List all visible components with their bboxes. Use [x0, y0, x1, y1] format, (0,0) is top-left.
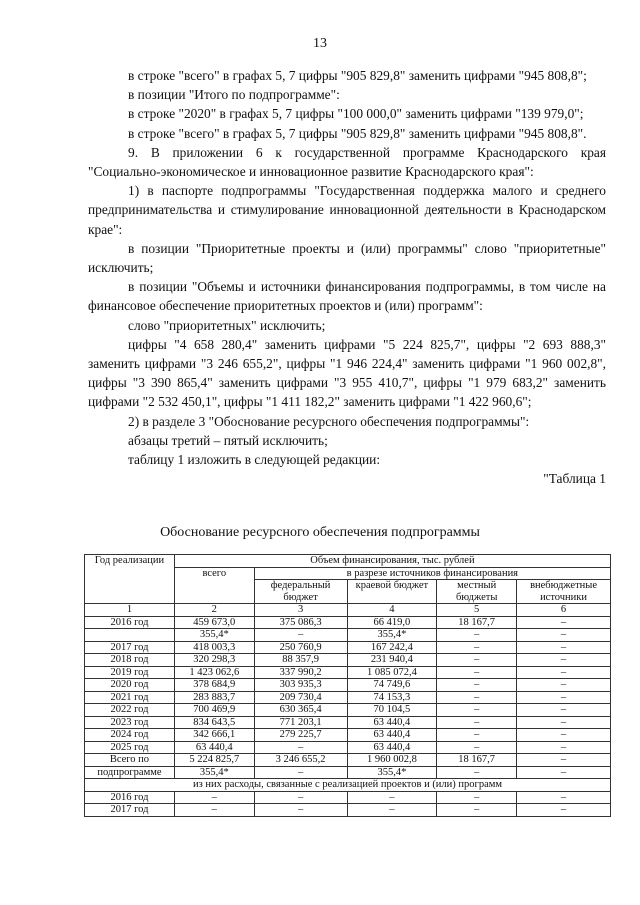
- subheader-row: [85, 779, 611, 792]
- year-cell: 2019 год: [85, 666, 175, 679]
- value-cell: –: [437, 641, 517, 654]
- value-cell: –: [437, 716, 517, 729]
- column-number: 2: [174, 604, 254, 617]
- value-cell: –: [517, 754, 611, 767]
- value-cell: 74 749,6: [347, 679, 437, 692]
- value-cell: 279 225,7: [254, 729, 347, 742]
- year-cell: 2021 год: [85, 691, 175, 704]
- value-cell: –: [517, 729, 611, 742]
- value-cell: 303 935,3: [254, 679, 347, 692]
- paragraph: в позиции "Приоритетные проекты и (или) программы" слово "приоритетные" исключить;: [88, 240, 606, 276]
- value-cell: –: [517, 666, 611, 679]
- table-row: [85, 804, 611, 817]
- value-cell: –: [437, 729, 517, 742]
- table-row: [85, 791, 611, 804]
- value-cell: –: [517, 704, 611, 717]
- value-cell: –: [517, 741, 611, 754]
- value-cell: 771 203,1: [254, 716, 347, 729]
- value-cell: –: [347, 791, 437, 804]
- value-cell: 70 104,5: [347, 704, 437, 717]
- table-caption: Обоснование ресурсного обеспечения подпрограммы: [160, 525, 480, 540]
- header-federal: федеральный бюджет: [254, 580, 347, 604]
- total-row: [85, 766, 611, 779]
- value-cell: 63 440,4: [347, 716, 437, 729]
- value-cell: 66 419,0: [347, 616, 437, 629]
- value-cell: 834 643,5: [174, 716, 254, 729]
- value-cell: –: [517, 716, 611, 729]
- value-cell: –: [517, 766, 611, 779]
- table-row: [85, 679, 611, 692]
- table-label: "Таблица 1: [543, 471, 606, 487]
- year-cell: 2017 год: [85, 641, 175, 654]
- value-cell: –: [437, 691, 517, 704]
- paragraph: цифры "4 658 280,4" заменить цифрами "5 224 825,7", цифры "2 693 888,3" заменить цифрами "3 246 655,2", цифры "1 946 224,4" заменить цифрами "1 960 002,8", цифры "3 390 865,4" заменить цифрами "3 955 410,7", цифры "1 979 683,2" заменить цифрами "2 532 450,1", цифры "1 411 182,2" заменить цифрами "1 422 960,6";: [88, 336, 606, 410]
- year-cell: 2017 год: [85, 804, 175, 817]
- value-cell: –: [254, 629, 347, 642]
- total-label: подпрограмме: [85, 766, 175, 779]
- paragraph: в позиции "Итого по подпрограмме":: [128, 87, 340, 103]
- subheader-cell: из них расходы, связанные с реализацией проектов и (или) программ: [85, 779, 611, 792]
- value-cell: –: [437, 804, 517, 817]
- value-cell: –: [174, 791, 254, 804]
- total-row: [85, 754, 611, 767]
- value-cell: 18 167,7: [437, 616, 517, 629]
- table-row: [85, 691, 611, 704]
- column-number: 5: [437, 604, 517, 617]
- value-cell: 342 666,1: [174, 729, 254, 742]
- year-cell: 2025 год: [85, 741, 175, 754]
- column-number: 4: [347, 604, 437, 617]
- value-cell: –: [517, 804, 611, 817]
- value-cell: –: [437, 679, 517, 692]
- table-row: [85, 716, 611, 729]
- table-row: [85, 641, 611, 654]
- financing-table: [84, 554, 611, 817]
- total-label: Всего по: [85, 754, 175, 767]
- value-cell: 231 940,4: [347, 654, 437, 667]
- value-cell: 1 960 002,8: [347, 754, 437, 767]
- value-cell: 630 365,4: [254, 704, 347, 717]
- year-cell: [85, 629, 175, 642]
- value-cell: 209 730,4: [254, 691, 347, 704]
- table-row: [85, 729, 611, 742]
- value-cell: –: [254, 766, 347, 779]
- value-cell: 63 440,4: [347, 729, 437, 742]
- value-cell: 378 684,9: [174, 679, 254, 692]
- value-cell: 5 224 825,7: [174, 754, 254, 767]
- page-number: 13: [313, 36, 327, 51]
- value-cell: 418 003,3: [174, 641, 254, 654]
- value-cell: 88 357,9: [254, 654, 347, 667]
- value-cell: –: [437, 629, 517, 642]
- year-cell: 2016 год: [85, 791, 175, 804]
- value-cell: 355,4*: [174, 629, 254, 642]
- value-cell: 1 423 062,6: [174, 666, 254, 679]
- value-cell: 355,4*: [347, 629, 437, 642]
- value-cell: –: [437, 666, 517, 679]
- table-row: [85, 666, 611, 679]
- table-row: [85, 741, 611, 754]
- value-cell: –: [517, 654, 611, 667]
- table-row: [85, 616, 611, 629]
- body-text: [88, 66, 606, 488]
- header-extra: внебюджетные источники: [517, 580, 611, 604]
- paragraph: в строке "всего" в графах 5, 7 цифры "905 829,8" заменить цифрами "945 808,8";: [128, 68, 587, 83]
- column-number: 3: [254, 604, 347, 617]
- value-cell: 700 469,9: [174, 704, 254, 717]
- paragraph: в позиции "Объемы и источники финансирования подпрограммы, в том числе на финансовое обеспечение приоритетных проектов и (или) программ":: [88, 279, 606, 314]
- value-cell: –: [517, 629, 611, 642]
- value-cell: 337 990,2: [254, 666, 347, 679]
- paragraph: слово "приоритетных" исключить;: [128, 317, 326, 333]
- header-regional: краевой бюджет: [347, 580, 437, 604]
- value-cell: –: [437, 704, 517, 717]
- value-cell: 167 242,4: [347, 641, 437, 654]
- column-numbers-row: [85, 604, 611, 617]
- value-cell: –: [347, 804, 437, 817]
- value-cell: 1 085 072,4: [347, 666, 437, 679]
- value-cell: –: [437, 766, 517, 779]
- header-total: всего: [174, 567, 254, 604]
- header-volume: Объем финансирования, тыс. рублей: [174, 555, 610, 568]
- header-sources: в разрезе источников финансирования: [254, 567, 610, 580]
- value-cell: 63 440,4: [347, 741, 437, 754]
- paragraph: 1) в паспорте подпрограммы "Государственная поддержка малого и среднего предпринимательства и стимулирование инновационной деятельности в Краснодарском крае":: [88, 183, 606, 237]
- year-cell: 2022 год: [85, 704, 175, 717]
- value-cell: 459 673,0: [174, 616, 254, 629]
- value-cell: 283 883,7: [174, 691, 254, 704]
- value-cell: 375 086,3: [254, 616, 347, 629]
- value-cell: –: [174, 804, 254, 817]
- table-row: [85, 704, 611, 717]
- header-local: местный бюджеты: [437, 580, 517, 604]
- value-cell: –: [437, 654, 517, 667]
- paragraph: абзацы третий – пятый исключить;: [128, 432, 328, 448]
- year-cell: 2018 год: [85, 654, 175, 667]
- value-cell: –: [517, 616, 611, 629]
- year-cell: 2016 год: [85, 616, 175, 629]
- value-cell: –: [437, 741, 517, 754]
- value-cell: –: [254, 791, 347, 804]
- paragraph: таблицу 1 изложить в следующей редакции:: [128, 452, 381, 468]
- value-cell: –: [517, 691, 611, 704]
- value-cell: –: [437, 791, 517, 804]
- column-number: 6: [517, 604, 611, 617]
- paragraph: 9. В приложении 6 к государственной программе Краснодарского края "Социально-экономическое и инновационное развитие Краснодарского края":: [88, 144, 606, 180]
- value-cell: 63 440,4: [174, 741, 254, 754]
- value-cell: 355,4*: [174, 766, 254, 779]
- paragraph: в строке "2020" в графах 5, 7 цифры "100 000,0" заменить цифрами "139 979,0";: [128, 106, 584, 122]
- table-row: [85, 654, 611, 667]
- value-cell: 74 153,3: [347, 691, 437, 704]
- value-cell: –: [254, 741, 347, 754]
- value-cell: 320 298,3: [174, 654, 254, 667]
- value-cell: 250 760,9: [254, 641, 347, 654]
- value-cell: –: [517, 791, 611, 804]
- value-cell: –: [254, 804, 347, 817]
- value-cell: 3 246 655,2: [254, 754, 347, 767]
- table-row: [85, 629, 611, 642]
- year-cell: 2020 год: [85, 679, 175, 692]
- value-cell: –: [517, 641, 611, 654]
- value-cell: –: [517, 679, 611, 692]
- value-cell: 18 167,7: [437, 754, 517, 767]
- paragraph: в строке "всего" в графах 5, 7 цифры "905 829,8" заменить цифрами "945 808,8".: [128, 125, 587, 141]
- year-cell: 2023 год: [85, 716, 175, 729]
- header-year: Год реализации: [85, 555, 175, 604]
- paragraph: 2) в разделе 3 "Обоснование ресурсного обеспечения подпрограммы":: [128, 413, 530, 429]
- year-cell: 2024 год: [85, 729, 175, 742]
- column-number: 1: [85, 604, 175, 617]
- value-cell: 355,4*: [347, 766, 437, 779]
